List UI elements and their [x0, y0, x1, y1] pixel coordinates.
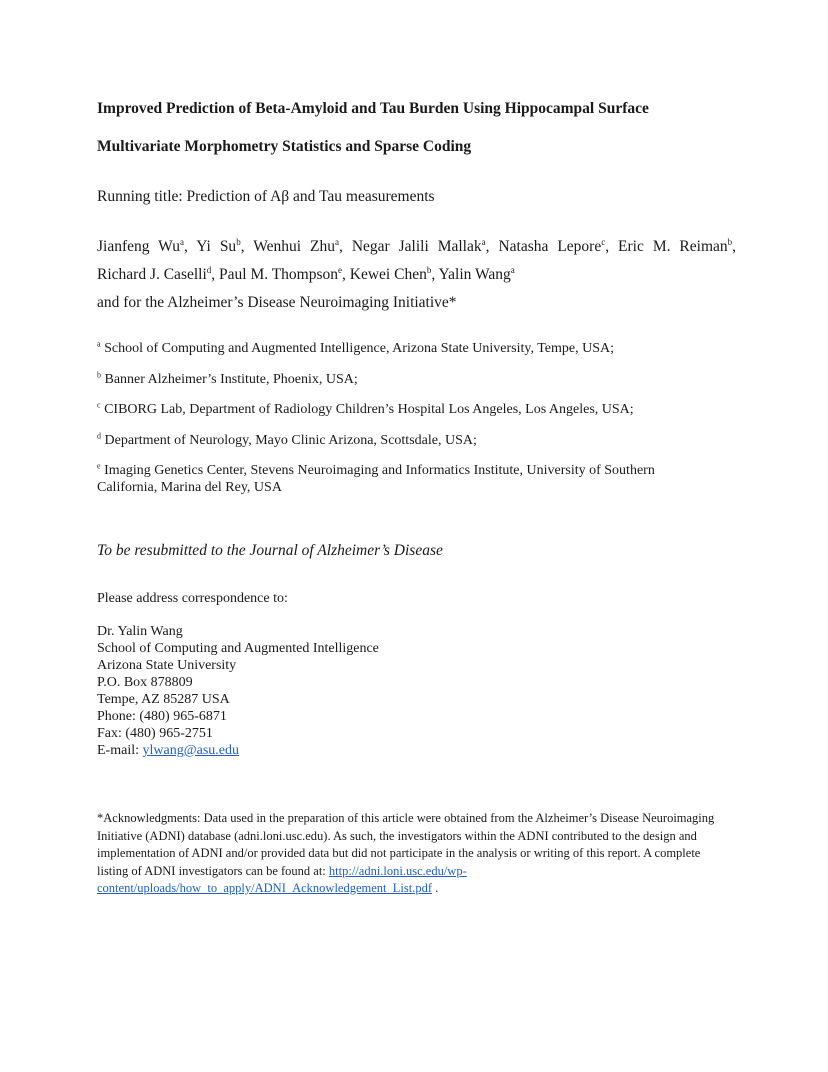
author-list	[97, 233, 736, 317]
journal-note: To be resubmitted to the Journal of Alzheimer’s Disease	[97, 542, 443, 559]
author-name: Yalin Wang	[438, 266, 511, 283]
author-name: Kewei Chen	[349, 266, 427, 283]
affiliation-text: CIBORG Lab, Department of Radiology Children’s Hospital Los Angeles, Los Angeles, USA;	[100, 402, 634, 417]
author-name: Jianfeng Wu	[97, 238, 180, 255]
affiliation-mark: d	[97, 431, 101, 441]
author-affiliation-mark: a	[179, 236, 184, 247]
affiliation-c	[97, 401, 736, 418]
author-affiliation-mark: a	[334, 236, 339, 247]
consortium-line: and for the Alzheimer’s Disease Neuroimaging Initiative*	[97, 294, 457, 311]
author-name: Paul M. Thompson	[219, 266, 339, 283]
author-affiliation-mark: b	[727, 236, 733, 247]
affiliation-text: Department of Neurology, Mayo Clinic Arizona, Scottsdale, USA;	[101, 433, 477, 448]
contact-block	[97, 623, 736, 759]
adni-list-link[interactable]: http://adni.loni.usc.edu/wp-content/uploads/how_to_apply/ADNI_Acknowledgement_List.pdf	[97, 863, 467, 895]
author-name: Negar Jalili Mallak	[351, 238, 482, 255]
author-affiliation-mark: a	[481, 236, 486, 247]
contact-city: Tempe, AZ 85287 USA	[97, 692, 230, 707]
acknowledgments	[97, 810, 732, 898]
author-name: Yi Su	[196, 238, 237, 255]
contact-name: Dr. Yalin Wang	[97, 624, 183, 639]
acknowledgments-text: *Acknowledgments: Data used in the preparation of this article were obtained from the Alzheimer’s Disease Neuroimaging Initiative (ADNI) database (adni.loni.usc.edu). As such, the investigators within the ADNI contributed to the design and implementation of ADNI and/or provided data but did not participate in the analysis or writing of this report. A complete listing of ADNI investigators can be found at:	[97, 811, 715, 878]
author-affiliation-mark: b	[426, 264, 432, 275]
author-affiliation-mark: c	[601, 236, 606, 247]
author-affiliation-mark: a	[510, 264, 515, 275]
contact-po-box: P.O. Box 878809	[97, 675, 193, 690]
affiliation-mark: b	[97, 370, 101, 380]
contact-email-line	[97, 742, 736, 759]
affiliation-d	[97, 432, 736, 449]
contact-fax: Fax: (480) 965-2751	[97, 726, 213, 741]
affiliation-a	[97, 340, 736, 357]
paper-title-line-2: Multivariate Morphometry Statistics and Sparse Coding	[97, 138, 472, 155]
affiliation-mark: e	[97, 461, 101, 471]
author-affiliation-mark: d	[206, 264, 212, 275]
paper-title-line-1: Improved Prediction of Beta-Amyloid and Tau Burden Using Hippocampal Surface	[97, 100, 649, 117]
affiliation-text: Imaging Genetics Center, Stevens Neuroimaging and Informatics Institute, University of Southern California, Marina del Rey, USA	[97, 463, 655, 495]
author-name: Wenhui Zhu	[253, 238, 335, 255]
affiliation-mark: c	[97, 400, 101, 410]
affiliation-text: School of Computing and Augmented Intelligence, Arizona State University, Tempe, USA;	[100, 341, 614, 356]
author-name: Eric M. Reiman	[618, 238, 728, 255]
running-title: Running title: Prediction of Aβ and Tau measurements	[97, 188, 435, 205]
email-label: E-mail:	[97, 743, 143, 758]
author-line-2: Richard J. Caselli$^d$, Paul M. Thompson$^e$, Kewei Chen$^b$, Yalin Wang$^a$	[97, 264, 515, 283]
affiliation-e	[97, 462, 708, 496]
affiliation-b	[97, 371, 736, 388]
author-affiliation-mark: e	[338, 264, 343, 275]
affiliation-text: Banner Alzheimer’s Institute, Phoenix, USA;	[101, 372, 358, 387]
contact-phone: Phone: (480) 965-6871	[97, 709, 227, 724]
email-link[interactable]: ylwang@asu.edu	[142, 743, 239, 758]
acknowledgments-tail: .	[432, 881, 439, 895]
author-line-1: Jianfeng Wu$^a$, Yi Su$^b$, Wenhui Zhu$^a$, Negar Jalili Mallak$^a$, Natasha Lepore$^c$, Eric M. Reiman$^b$,	[97, 236, 737, 255]
contact-department: School of Computing and Augmented Intelligence	[97, 641, 379, 656]
author-affiliation-mark: b	[236, 236, 241, 247]
correspondence-intro: Please address correspondence to:	[97, 591, 288, 606]
author-name: Richard J. Caselli	[97, 266, 207, 283]
author-name: Natasha Lepore	[498, 238, 602, 255]
contact-university: Arizona State University	[97, 658, 237, 673]
affiliation-mark: a	[97, 339, 101, 349]
